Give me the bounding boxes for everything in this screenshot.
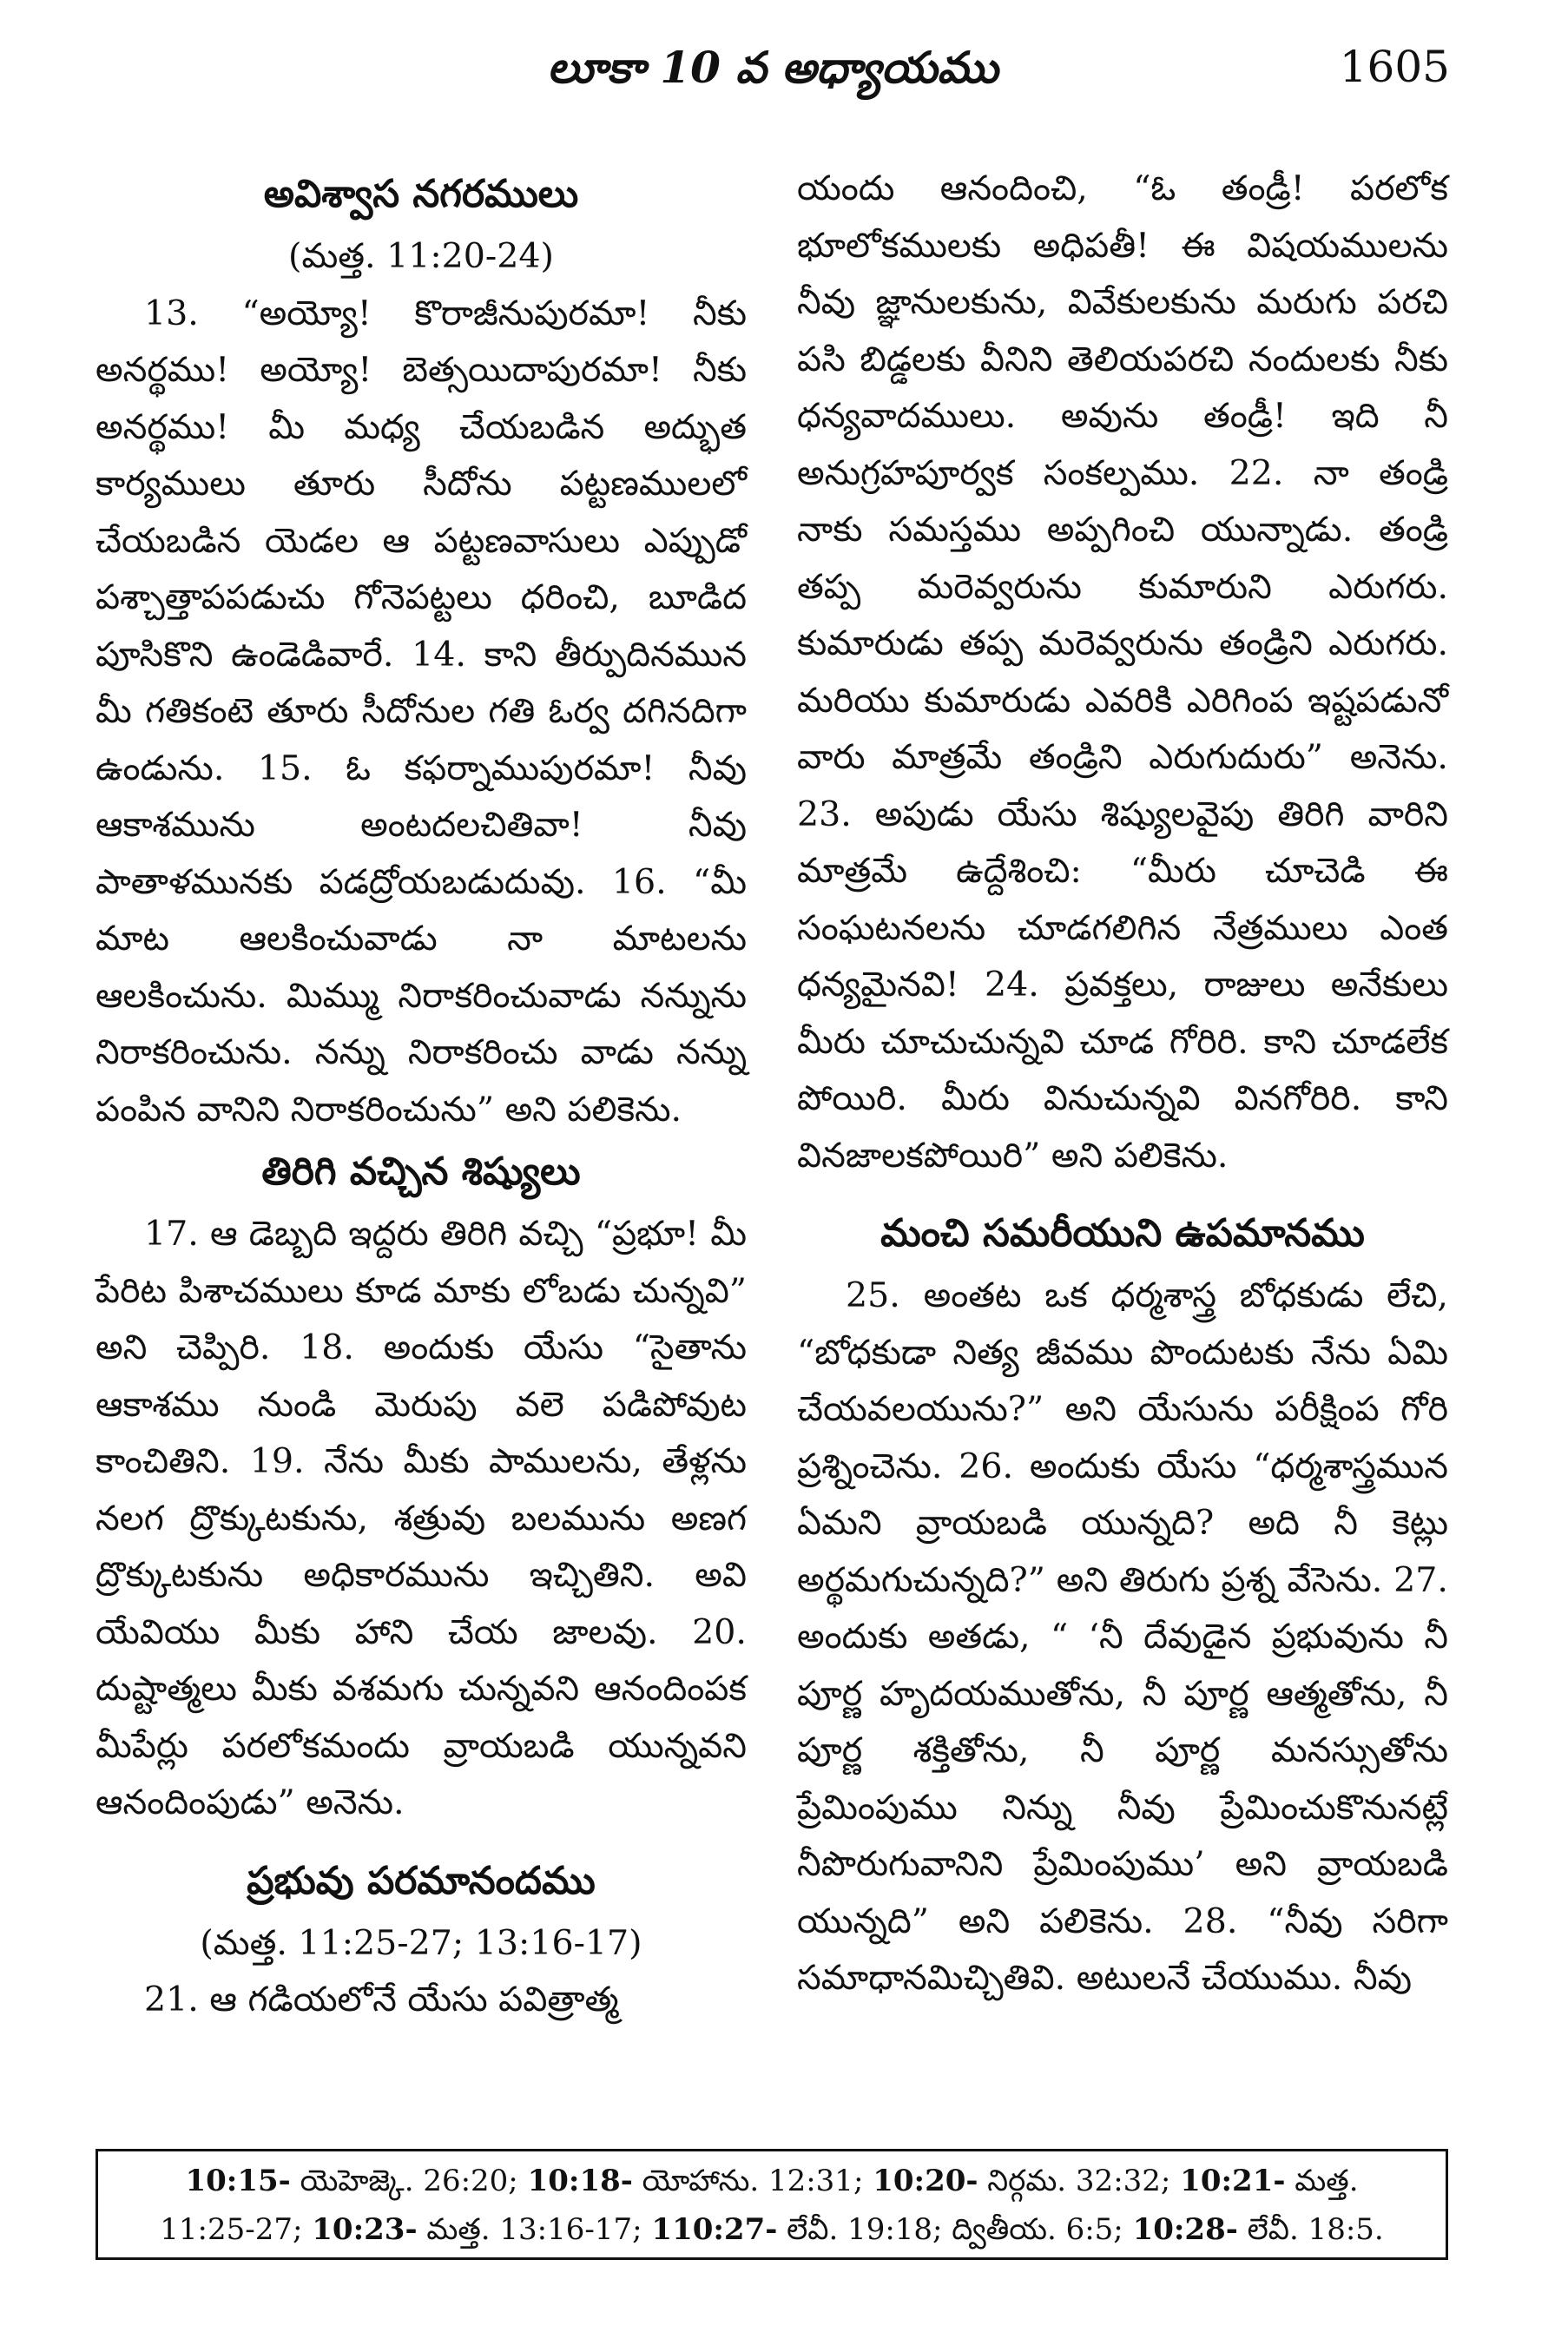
verse-paragraph: 25. అంతట ఒక ధర్మశాస్త్ర బోధకుడు లేచి, “బోధకుడా నిత్య జీవము పొందుటకు నేను ఏమి చేయవలయును?” అని యేసును పరీక్షింప గోరి ప్రశ్నించెను. 26. అందుకు యేసు “ధర్మశాస్త్రమున ఏమని వ్రాయబడి యున్నది? అది నీ కెట్లు అర్థమగుచున్నది?” అని తిరుగు ప్రశ్న వేసెను. 27. అందుకు అతడు, “ ‘నీ దేవుడైన ప్రభువును నీ పూర్ణ హృదయముతోను, నీ పూర్ణ ఆత్మతోను, నీ పూర్ణ శక్తితోను, నీ పూర్ణ మనస్సుతోను ప్రేమింపుము నిన్ను నీవు ప్రేమించుకొనునట్లే నీపొరుగువానిని ప్రేమింపుము’ అని వ్రాయబడి యున్నది” అని పలికెను. 28. “నీవు సరిగా సమాధానమిచ్చితివి. అటులనే చేయుము. నీవు xyxy=(797,1275,1448,1998)
verse-paragraph: 17. ఆ డెబ్బది ఇద్దరు తిరిగి వచ్చి “ప్రభూ! మీ పేరిట పిశాచములు కూడ మాకు లోబడు చున్నవి” అని చెప్పిరి. 18. అందుకు యేసు “సైతాను ఆకాశము నుండి మెరుపు వలె పడిపోవుట కాంచితిని. 19. నేను మీకు పాములను, తేళ్లను నలగ ద్రొక్కుటకును, శత్రువు బలమును అణగ ద్రొక్కుటకును అధికారమును ఇచ్చితిని. అవి యేవియు మీకు హాని చేయ జాలవు. 20. దుష్టాత్మలు మీకు వశమగు చున్నవని ఆనందింపక మీపేర్లు పరలోకమందు వ్రాయబడి యున్నవని ఆనందింపుడు” అనెను. xyxy=(96,1214,747,1822)
section-heading-good-samaritan: మంచి సమరీయుని ఉపమానము xyxy=(880,1211,1365,1255)
footnote-text: నిర్గమ. 32:32; xyxy=(978,2164,1181,2198)
left-column xyxy=(96,161,747,2029)
verse-paragraph: 13. “అయ్యో! కొరాజీనుపురమా! నీకు అనర్థము! అయ్యో! బెత్సయిదాపురమా! నీకు అనర్థము! మీ మధ్య చేయబడిన అద్భుత కార్యములు తూరు సీదోను పట్టణములలో చేయబడిన యెడల ఆ పట్టణవాసులు ఎప్పుడో పశ్చాత్తాపపడుచు గోనెపట్టలు ధరించి, బూడిద పూసికొని ఉండెడివారే. 14. కాని తీర్పుదినమున మీ గతికంటె తూరు సీదోనుల గతి ఓర్వ దగినదిగా ఉండును. 15. ఓ కఫర్నాముపురమా! నీవు ఆకాశమును అంటదలచితివా! నీవు పాతాళమునకు పడద్రోయబడుదువు. 16. “మీ మాట ఆలకించువాడు నా మాటలను ఆలకించును. మిమ్ము నిరాకరించువాడు నన్నును నిరాకరించును. నన్ను నిరాకరించు వాడు నన్ను పంపిన వానిని నిరాకరించును” అని పలికెను. xyxy=(96,293,747,1130)
section-heading-returning-disciples: తిరిగి వచ్చిన శిష్యులు xyxy=(261,1150,581,1194)
footnote-ref: 10:23- xyxy=(312,2212,418,2247)
footnote-ref: 10:20- xyxy=(873,2164,978,2198)
running-title: లూకా 10 వ అధ్యాయము xyxy=(547,42,998,93)
footnote-text: మత్త. xyxy=(1285,2164,1359,2198)
footnote-line xyxy=(98,2205,1446,2254)
footnote-text: లేవీ. 19:18; ద్వితీయ. 6:5; xyxy=(777,2212,1133,2247)
footnote-ref: 10:18- xyxy=(527,2164,633,2198)
footnote-text: యోహాను. 12:31; xyxy=(632,2164,873,2198)
page-header xyxy=(96,35,1450,113)
footnote-text: యెహెజ్కె. 26:20; xyxy=(290,2164,528,2198)
footnote-line xyxy=(98,2157,1446,2205)
cross-reference: (మత్త. 11:20-24) xyxy=(288,236,554,276)
cross-reference: (మత్త. 11:25-27; 13:16-17) xyxy=(200,1922,642,1963)
page-number: 1605 xyxy=(1339,42,1450,92)
footnote-ref: 110:27- xyxy=(651,2212,778,2247)
footnote-text: మత్త. 13:16-17; xyxy=(417,2212,652,2247)
section-heading-lords-joy: ప్రభువు పరమానందము xyxy=(247,1858,596,1903)
footnote-ref: 10:21- xyxy=(1180,2164,1286,2198)
verse-paragraph: 21. ఆ గడియలోనే యేసు పవిత్రాత్మ xyxy=(144,1980,619,2019)
section-heading-unbelieving-cities: అవిశ్వాస నగరములు xyxy=(263,172,579,216)
right-column xyxy=(797,161,1448,2007)
footnote-text: లేవీ. 18:5. xyxy=(1237,2212,1384,2247)
footnote-text: 11:25-27; xyxy=(160,2212,313,2247)
footnote-box xyxy=(96,2149,1448,2260)
verse-paragraph: యందు ఆనందించి, “ఓ తండ్రీ! పరలోక భూలోకములకు అధిపతీ! ఈ విషయములను నీవు జ్ఞానులకును, వివేకులకును మరుగు పరచి పసి బిడ్డలకు వీనిని తెలియపరచి నందులకు నీకు ధన్యవాదములు. అవును తండ్రీ! ఇది నీ అనుగ్రహపూర్వక సంకల్పము. 22. నా తండ్రి నాకు సమస్తము అప్పగించి యున్నాడు. తండ్రి తప్ప మరెవ్వరును కుమారుని ఎరుగరు. కుమారుడు తప్ప మరెవ్వరును తండ్రిని ఎరుగరు. మరియు కుమారుడు ఎవరికి ఎరిగింప ఇష్టపడునో వారు మాత్రమే తండ్రిని ఎరుగుదురు” అనెను. 23. అపుడు యేసు శిష్యులవైపు తిరిగి వారిని మాత్రమే ఉద్దేశించి: “మీరు చూచెడి ఈ సంఘటనలను చూడగలిగిన నేత్రములు ఎంత ధన్యమైనవి! 24. ప్రవక్తలు, రాజులు అనేకులు మీరు చూచుచున్నవి చూడ గోరిరి. కాని చూడలేక పోయిరి. మీరు వినుచున్నవి వినగోరిరి. కాని వినజాలకపోయిరి” అని పలికెను. xyxy=(797,168,1448,1176)
footnote-ref: 10:15- xyxy=(185,2164,291,2198)
footnote-ref: 10:28- xyxy=(1132,2212,1238,2247)
